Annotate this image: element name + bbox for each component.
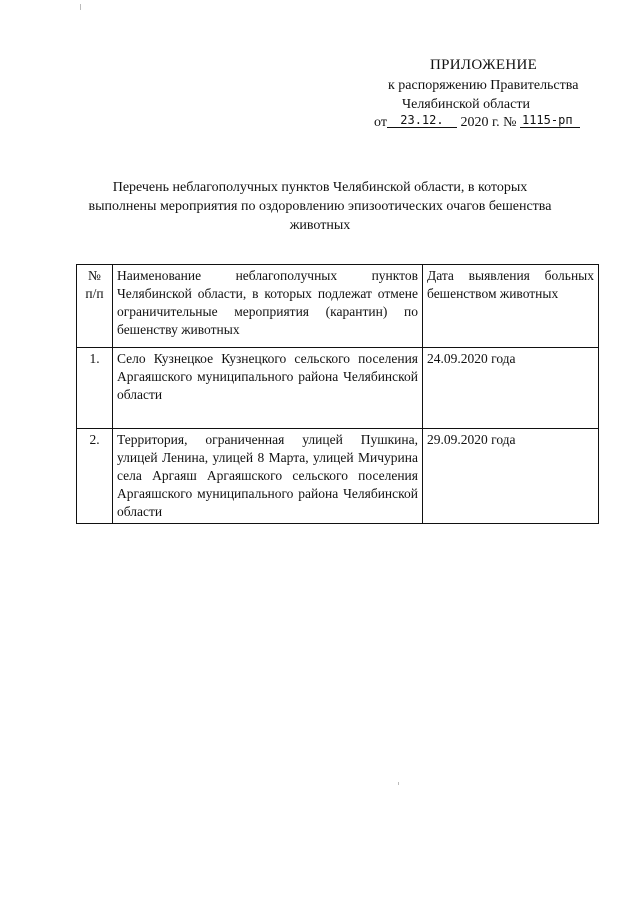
row-name: Село Кузнецкое Кузнецкого сельского поселения Аргаяшского муниципального района Челябинской области <box>113 348 423 429</box>
row-number: 1. <box>77 348 113 429</box>
appendix-line-region: Челябинской области <box>402 97 530 112</box>
row-date: 24.09.2020 года <box>423 348 599 429</box>
order-number: 1115-рп <box>520 113 580 128</box>
document-title: Перечень неблагополучных пунктов Челябинской области, в которых выполнены мероприятия по оздоровлению эпизоотических очагов бешенства животных <box>88 180 552 233</box>
scan-artifact <box>398 782 399 785</box>
appendix-title: ПРИЛОЖЕНИЕ <box>430 57 538 73</box>
table-header-row <box>77 265 599 348</box>
row-date: 29.09.2020 года <box>423 429 599 524</box>
appendix-line-order: к распоряжению Правительства <box>388 78 579 93</box>
table-row <box>77 348 599 429</box>
appendix-date-line <box>374 113 580 132</box>
year-text: 2020 г. № <box>460 115 517 130</box>
table-row <box>77 429 599 524</box>
date-prefix: от <box>374 115 387 130</box>
places-table <box>76 264 599 524</box>
date-value: 23.12. <box>387 113 457 128</box>
header-number: № п/п <box>77 265 113 348</box>
header-name: Наименование неблагополучных пунктов Челябинской области, в которых подлежат отмене ограничительные мероприятия (карантин) по бешенству животных <box>113 265 423 348</box>
header-date: Дата выявления больных бешенством животных <box>423 265 599 348</box>
row-number: 2. <box>77 429 113 524</box>
scan-artifact <box>80 4 81 10</box>
row-name: Территория, ограниченная улицей Пушкина, улицей Ленина, улицей 8 Марта, улицей Мичурина села Аргаяш Аргаяшского сельского поселения Аргаяшского муниципального района Челябинской области <box>113 429 423 524</box>
